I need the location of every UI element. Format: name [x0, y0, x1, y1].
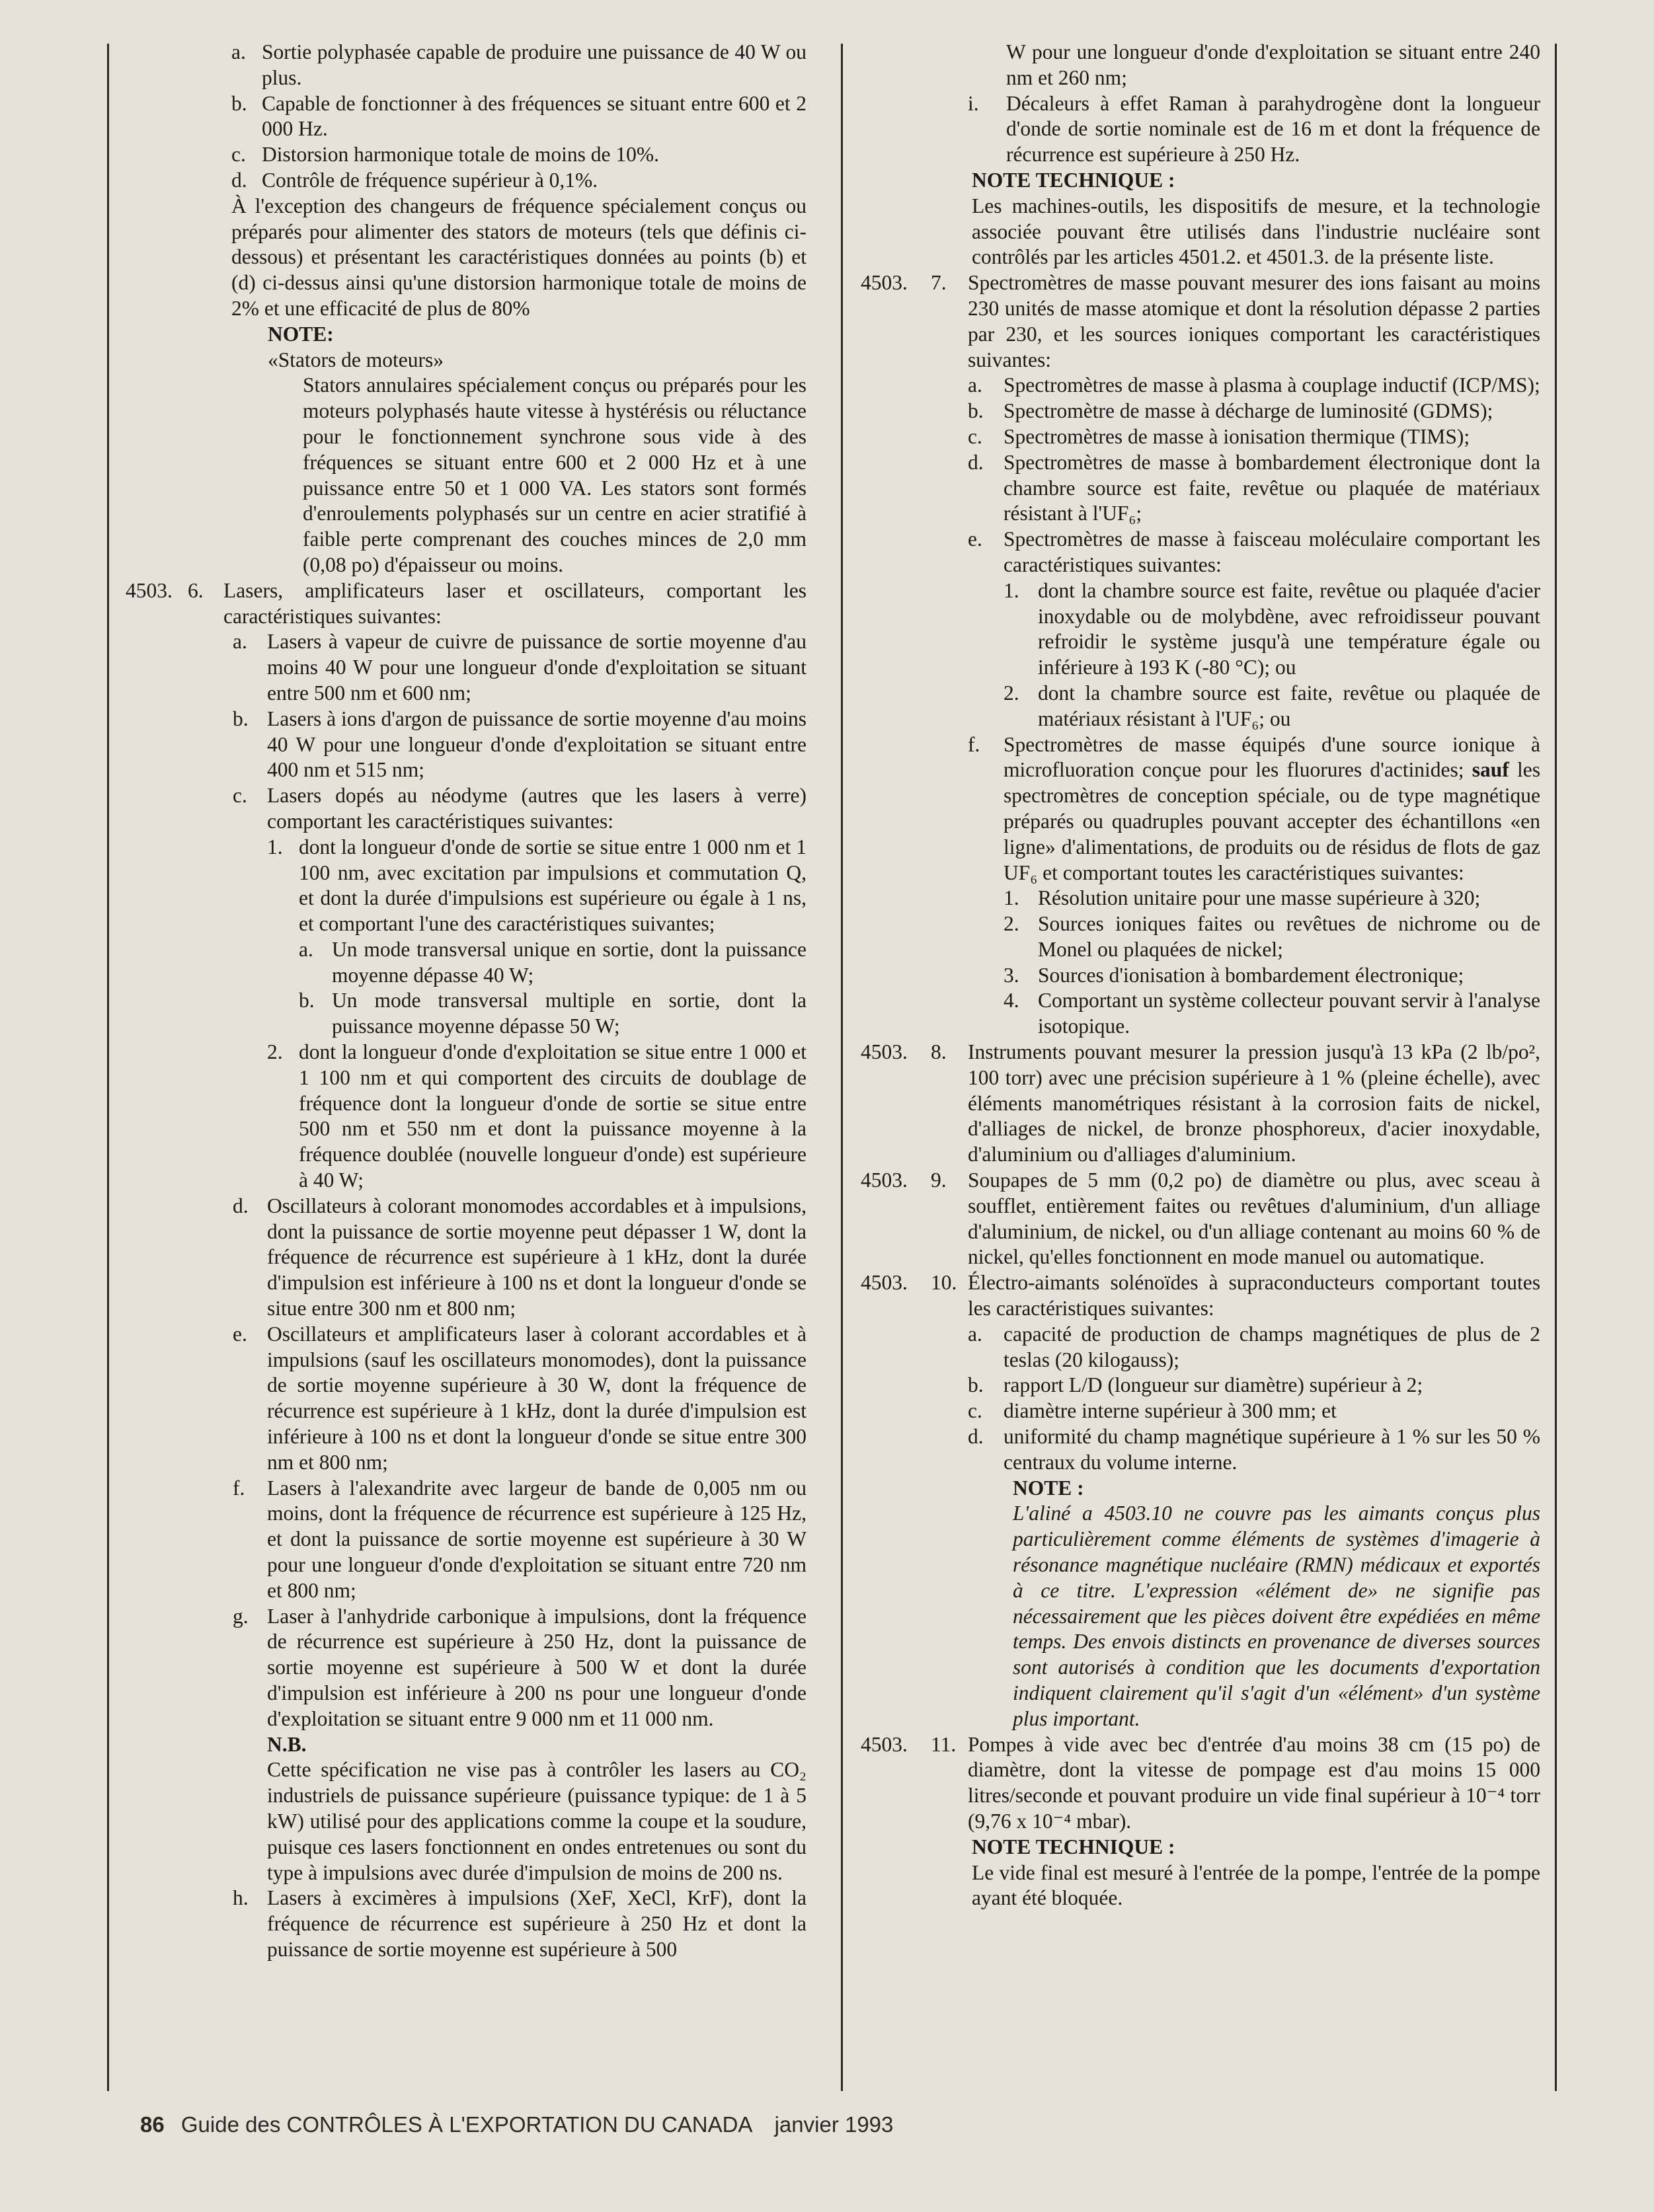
section-code: 4503.	[861, 1732, 908, 1756]
tech-note-heading: NOTE TECHNIQUE :	[972, 1835, 1175, 1858]
list-item: 2. dont la longueur d'onde d'exploitation se situe entre 1 000 et 1 100 nm et qui comportent des circuits de doublage de fréquence dont la longueur d'onde de sortie se situe entre 500 nm et 550 nm et dont la puissance moyenne à la fréquence doublée (nouvelle longueur d'onde) est supérieure à 40 W;	[267, 1040, 807, 1192]
right-column-rule	[1555, 44, 1557, 2091]
note-heading: NOTE :	[1013, 1476, 1084, 1500]
list-item: 2. dont la chambre source est faite, revêtue ou plaquée de matériaux résistant à l'UF₆; ou	[1004, 681, 1540, 730]
section-code: 4503.	[861, 1168, 908, 1192]
page-footer	[140, 2112, 893, 2137]
list-item: b. Lasers à ions d'argon de puissance de sortie moyenne d'au moins 40 W pour une longueur d'onde d'exploitation se situant entre 400 nm et 515 nm;	[233, 706, 807, 782]
middle-column-rule	[841, 44, 843, 2091]
note-text: L'aliné a 4503.10 ne couvre pas les aimants conçus plus particulièrement comme éléments de systèmes d'imagerie à résonance magnétique nucléaire (RMN) médicaux et exportés à ce titre. L'expression «élément de» ne signifie pas nécessairement que les pièces doivent être expédiées en même temps. Des envois distincts en provenance de diverses sources sont autorisés à condition que les documents d'exportation indiquent clairement qu'il s'agit d'un «élément» d'un système plus important.	[1013, 1502, 1540, 1730]
list-item: c. Spectromètres de masse à ionisation thermique (TIMS);	[968, 424, 1470, 448]
emphasis-sauf: sauf	[1472, 758, 1509, 782]
list-item: c. diamètre interne supérieur à 300 mm; et	[968, 1399, 1337, 1423]
section-title: Lasers, amplificateurs laser et oscillateurs, comportant les caractéristiques suivantes:	[223, 578, 807, 628]
list-item: 2. Sources ioniques faites ou revêtues de nichrome ou de Monel ou plaquées de nickel;	[1004, 912, 1540, 961]
note-text: Stators annulaires spécialement conçus ou préparés pour les moteurs polyphasés haute vitesse à hystérésis ou réluctance pour le fonctionnement synchrone sous vide à des fréquences se situant entre 600 et 2 000 Hz et à une puissance entre 50 et 1 000 VA. Les stators sont formés d'enroulements polyphasés sur un centre en acier stratifié à faible perte comprenant des couches minces de 2,0 mm (0,08 po) d'épaisseur ou moins.	[303, 373, 807, 576]
continued-text: W pour une longueur d'onde d'exploitation se situant entre 240 nm et 260 nm;	[1006, 40, 1540, 89]
section-number: 11.	[931, 1732, 957, 1756]
left-column	[126, 40, 807, 1963]
section-4503-8: 4503. 8. Instruments pouvant mesurer la pression jusqu'à 13 kPa (2 lb/po², 100 torr) avec une précision supérieure à 1 % (pleine échelle), avec éléments manométriques résistant à la corrosion faits de nickel, d'alliages de nickel, de bronze phosphoreux, d'acier inoxydable, d'aluminium ou d'alliages d'aluminium.	[861, 1040, 1540, 1166]
tech-note-text: Les machines-outils, les dispositifs de mesure, et la technologie associée pouvant être utilisés dans l'industrie nucléaire sont contrôlés par les articles 4501.2. et 4501.3. de la présente liste.	[972, 194, 1540, 269]
list-item: i. Décaleurs à effet Raman à parahydrogène dont la longueur d'onde de sortie nominale est de 16 m et dont la fréquence de récurrence est supérieure à 250 Hz.	[968, 91, 1540, 167]
section-title: Spectromètres de masse pouvant mesurer des ions faisant au moins 230 unités de masse atomique et dont la résolution dépasse 2 parties par 230, et les sources ioniques comportant les caractéristiques suivantes:	[968, 271, 1540, 371]
list-item: a. Spectromètres de masse à plasma à couplage inductif (ICP/MS);	[968, 373, 1540, 397]
list-item: f. Lasers à l'alexandrite avec largeur de bande de 0,005 nm ou moins, dont la fréquence de récurrence est supérieure à 125 Hz, et dont la puissance de sortie moyenne est supérieure à 30 W pour une longueur d'onde d'exploitation se situant entre 720 nm et 800 nm;	[233, 1476, 807, 1602]
section-code: 4503.	[861, 271, 908, 295]
note-term: «Stators de moteurs»	[268, 348, 444, 371]
list-item: d. Oscillateurs à colorant monomodes accordables et à impulsions, dont la puissance de sortie moyenne peut dépasser 1 W, dont la fréquence de récurrence est supérieure à 1 kHz, dont la durée d'impulsion est inférieure à 100 ns et dont la longueur d'onde se situe entre 300 nm et 800 nm;	[233, 1194, 807, 1320]
publication-title: Guide des CONTRÔLES À L'EXPORTATION DU CANADA	[180, 2112, 753, 2137]
list-item: d. uniformité du champ magnétique supérieure à 1 % sur les 50 % centraux du volume interne.	[968, 1425, 1540, 1474]
section-4503-9: 4503. 9. Soupapes de 5 mm (0,2 po) de diamètre ou plus, avec sceau à soufflet, entièrement faites ou revêtues d'aluminium, d'un alliage d'aluminium, de nickel, ou d'un alliage contenant au moins 60 % de nickel, qu'elles fonctionnent en mode manuel ou automatique.	[861, 1168, 1540, 1269]
list-item: b. Spectromètre de masse à décharge de luminosité (GDMS);	[968, 399, 1493, 423]
list-item: 4. Comportant un système collecteur pouvant servir à l'analyse isotopique.	[1004, 989, 1540, 1038]
section-code: 4503.	[861, 1040, 908, 1064]
list-item: a. Sortie polyphasée capable de produire une puissance de 40 W ou plus.	[231, 40, 807, 89]
page-number: 86	[140, 2112, 165, 2137]
list-item: h. Lasers à excimères à impulsions (XeF, XeCl, KrF), dont la fréquence de récurrence est supérieure à 250 Hz et dont la puissance de sortie moyenne est supérieure à 500	[233, 1886, 807, 1961]
list-item: b. Un mode transversal multiple en sortie, dont la puissance moyenne dépasse 50 W;	[299, 989, 807, 1038]
list-item: a. Un mode transversal unique en sortie, dont la puissance moyenne dépasse 40 W;	[299, 937, 807, 987]
list-item: b. Capable de fonctionner à des fréquences se situant entre 600 et 2 000 Hz.	[231, 91, 807, 141]
list-item: d. Spectromètres de masse à bombardement électronique dont la chambre source est faite, revêtue ou plaquée de matériaux résistant à l'UF₆;	[968, 450, 1540, 525]
list-item: a. Lasers à vapeur de cuivre de puissance de sortie moyenne d'au moins 40 W pour une longueur d'onde d'exploitation se situant entre 500 nm et 600 nm;	[233, 630, 807, 705]
list-item: a. capacité de production de champs magnétiques de plus de 2 teslas (20 kilogauss);	[968, 1322, 1540, 1371]
list-item: c. Lasers dopés au néodyme (autres que les lasers à verre) comportant les caractéristiques suivantes:	[233, 784, 807, 833]
section-number: 6.	[188, 578, 204, 602]
section-number: 9.	[931, 1168, 947, 1192]
section-number: 7.	[931, 271, 947, 295]
tech-note-text: Le vide final est mesuré à l'entrée de la pompe, l'entrée de la pompe ayant été bloquée.	[972, 1860, 1540, 1910]
section-4503-10: 4503. 10. Électro-aimants solénoïdes à supraconducteurs comportant toutes les caractéristiques suivantes:	[861, 1271, 1540, 1320]
nb-heading: N.B.	[267, 1732, 307, 1756]
list-item: d. Contrôle de fréquence supérieur à 0,1%.	[231, 168, 598, 192]
section-4503-7	[861, 270, 1540, 373]
list-item: 1. dont la chambre source est faite, revêtue ou plaquée d'acier inoxydable ou de molybdène, avec refroidisseur pouvant refroidir le système jusqu'à une température égale ou inférieure à 193 K (-80 °C); ou	[1004, 578, 1540, 679]
list-item: e. Oscillateurs et amplificateurs laser à colorant accordables et à impulsions (sauf les oscillateurs monomodes), dont la puissance de sortie moyenne supérieure à 30 W, dont la fréquence de récurrence est supérieure à 1 kHz, dont la durée d'impulsion est inférieure à 100 ns et dont la longueur d'onde se situe entre 300 nm et 800 nm;	[233, 1322, 807, 1474]
section-number: 8.	[931, 1040, 947, 1064]
list-item: e. Spectromètres de masse à faisceau moléculaire comportant les caractéristiques suivantes:	[968, 527, 1540, 576]
list-item: 1. dont la longueur d'onde de sortie se situe entre 1 000 nm et 1 100 nm, avec excitation par impulsions et commutation Q, et dont la durée d'impulsions est supérieure ou égale à 1 ns, et comportant l'une des caractéristiques suivantes;	[267, 835, 807, 936]
exception-paragraph: À l'exception des changeurs de fréquence spécialement conçus ou préparés pour alimenter des stators de moteurs (tels que définis ci-dessous) et présentant les caractéristiques données au points (b) et (d) ci-dessus ainsi qu'une distorsion harmonique totale de moins de 2% et une efficacité de plus de 80%	[231, 194, 807, 320]
tech-note-heading: NOTE TECHNIQUE :	[972, 168, 1175, 192]
section-4503-6	[126, 578, 807, 630]
section-4503-11: 4503. 11. Pompes à vide avec bec d'entrée d'au moins 38 cm (15 po) de diamètre, dont la vitesse de pompage est d'au moins 15 000 litres/seconde et pouvant produire un vide final supérieur à 10⁻⁴ torr (9,76 x 10⁻⁴ mbar).	[861, 1732, 1540, 1833]
note-heading: NOTE:	[268, 322, 334, 346]
left-column-rule	[107, 44, 109, 2091]
list-item: f. Spectromètres de masse équipés d'une source ionique à microfluoration conçue pour les fluorures d'actinides; sauf les spectromètres de conception spéciale, ou de type magnétique préparés ou quadruples pouvant accepter des échantillons «en ligne» d'alimentations, de produits ou de résidus de flots de gaz UF₆ et comportant toutes les caractéristiques suivantes:	[968, 732, 1541, 884]
section-code: 4503.	[126, 578, 173, 602]
list-item: b. rapport L/D (longueur sur diamètre) supérieur à 2;	[968, 1373, 1423, 1397]
nb-text: Cette spécification ne vise pas à contrôler les lasers au CO₂ industriels de puissance supérieure (puissance typique: de 1 à 5 kW) utilisé pour des applications comme la coupe et la soudure, puisque ces lasers fonctionnent en ondes entretenues ou sont du type à impulsions avec durée d'impulsion de moins de 200 ns.	[267, 1758, 807, 1884]
publication-date: janvier 1993	[774, 2112, 894, 2137]
right-column	[861, 40, 1540, 1911]
section-number: 10.	[931, 1271, 957, 1295]
section-code: 4503.	[861, 1271, 908, 1295]
list-item: 3. Sources d'ionisation à bombardement électronique;	[1004, 963, 1464, 987]
list-item: 1. Résolution unitaire pour une masse supérieure à 320;	[1004, 886, 1481, 910]
list-item: g. Laser à l'anhydride carbonique à impulsions, dont la fréquence de récurrence est supérieure à 250 Hz, dont la puissance de sortie moyenne est supérieure à 500 W et dont la durée d'impulsion est inférieure à 200 ns pour une longueur d'onde d'exploitation se situant entre 9 000 nm et 11 000 nm.	[233, 1604, 807, 1730]
list-item: c. Distorsion harmonique totale de moins de 10%.	[231, 143, 660, 167]
